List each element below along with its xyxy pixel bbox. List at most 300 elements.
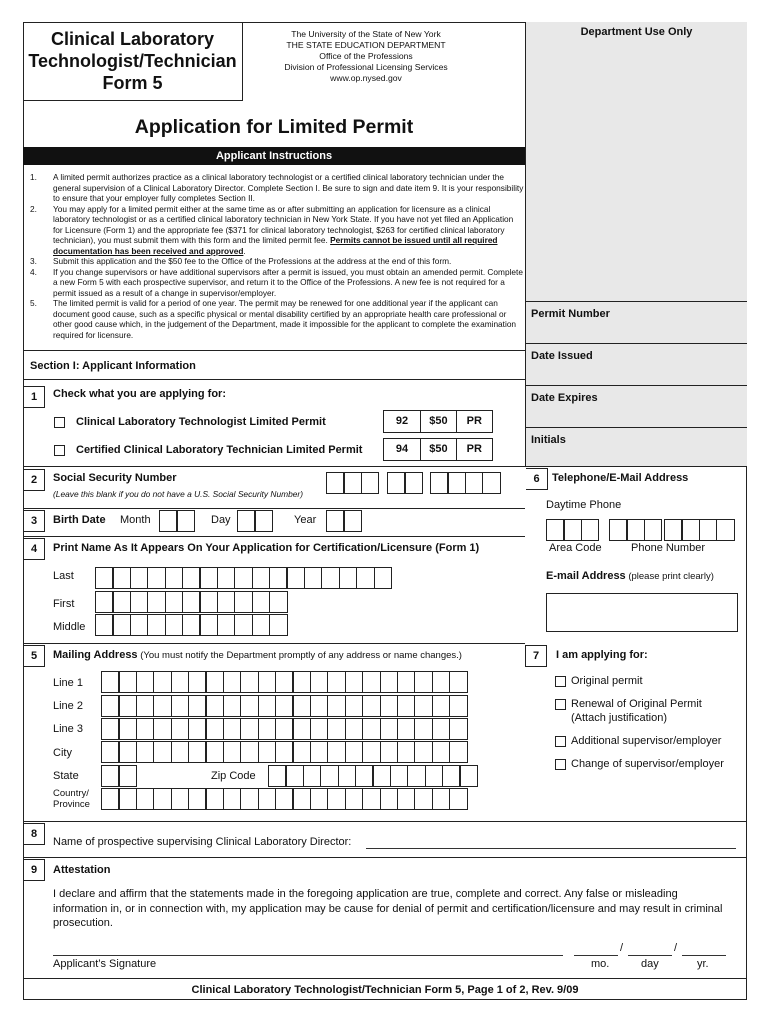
renewal-note: (Attach justification)	[571, 712, 667, 724]
character-box[interactable]	[326, 510, 345, 532]
character-box[interactable]	[362, 788, 381, 810]
character-box[interactable]	[310, 741, 329, 763]
zip-code-input[interactable]	[268, 765, 477, 787]
character-box[interactable]	[188, 741, 207, 763]
character-box[interactable]	[338, 765, 357, 787]
character-box[interactable]	[292, 671, 311, 693]
fee-code: 94	[383, 438, 421, 461]
character-box[interactable]	[425, 765, 444, 787]
question-number-1: 1	[23, 386, 45, 408]
character-box[interactable]	[153, 788, 172, 810]
character-box[interactable]	[414, 671, 433, 693]
instruction-text: A limited permit authorizes practice as a clinical laboratory technologist or a certified clinical laboratory technician under the general supervision of a Clinical Laboratory Director. Complete Section I. Be sure to sign and date item 9. It is your responsibility to ensure that your employer fully completes Section II.	[53, 172, 524, 203]
character-box[interactable]	[275, 788, 294, 810]
mailing-address-title: Mailing Address	[53, 649, 138, 661]
character-box[interactable]	[459, 765, 478, 787]
character-box[interactable]	[327, 718, 346, 740]
instruction-number: 2.	[30, 203, 37, 214]
character-box[interactable]	[258, 695, 277, 717]
character-box[interactable]	[205, 718, 224, 740]
character-box[interactable]	[432, 741, 451, 763]
question-number-5: 5	[23, 645, 45, 667]
character-box[interactable]	[327, 695, 346, 717]
character-box[interactable]	[339, 567, 358, 589]
character-box[interactable]	[482, 472, 501, 494]
last-name-input[interactable]	[95, 567, 391, 589]
character-box[interactable]	[372, 765, 391, 787]
character-box[interactable]	[112, 614, 131, 636]
character-box[interactable]	[112, 591, 131, 613]
character-box[interactable]	[321, 567, 340, 589]
country-label-line1: Country/	[53, 788, 89, 799]
fee-code: 92	[383, 410, 421, 433]
instruction-text: Submit this application and the $50 fee to the Office of the Professions at the address at the end of this form.	[53, 256, 452, 266]
character-box[interactable]	[361, 472, 380, 494]
character-box[interactable]	[147, 614, 166, 636]
character-box[interactable]	[432, 695, 451, 717]
character-box[interactable]	[182, 614, 201, 636]
character-box[interactable]	[171, 741, 190, 763]
email-input[interactable]	[546, 593, 738, 632]
character-box[interactable]	[292, 718, 311, 740]
phone-line-input[interactable]	[664, 519, 734, 541]
character-box[interactable]	[205, 695, 224, 717]
character-box[interactable]	[101, 671, 120, 693]
instructions-list	[26, 172, 524, 340]
character-box[interactable]	[345, 695, 364, 717]
character-box[interactable]	[240, 741, 259, 763]
divider	[23, 466, 747, 467]
character-box[interactable]	[269, 591, 288, 613]
character-box[interactable]	[432, 718, 451, 740]
character-box[interactable]	[118, 741, 137, 763]
character-box[interactable]	[447, 472, 466, 494]
character-box[interactable]	[205, 671, 224, 693]
applying-for-label: I am applying for:	[556, 649, 648, 661]
character-box[interactable]	[362, 671, 381, 693]
technician-checkbox[interactable]	[54, 445, 65, 456]
character-box[interactable]	[286, 567, 305, 589]
birth-month-input[interactable]	[159, 510, 194, 532]
character-box[interactable]	[380, 741, 399, 763]
instructions-header: Applicant Instructions	[23, 147, 525, 165]
character-box[interactable]	[397, 671, 416, 693]
character-box[interactable]	[310, 718, 329, 740]
character-box[interactable]	[327, 741, 346, 763]
character-box[interactable]	[188, 671, 207, 693]
change-supervisor-label: Change of supervisor/employer	[571, 758, 724, 770]
character-box[interactable]	[205, 741, 224, 763]
character-box[interactable]	[304, 567, 323, 589]
character-box[interactable]	[699, 519, 718, 541]
character-box[interactable]	[118, 788, 137, 810]
character-box[interactable]	[223, 718, 242, 740]
ssn-note: (Leave this blank if you do not have a U.S. Social Security Number)	[53, 489, 303, 499]
character-box[interactable]	[147, 567, 166, 589]
character-box[interactable]	[414, 695, 433, 717]
ssn-label: Social Security Number	[53, 472, 177, 484]
character-box[interactable]	[237, 510, 256, 532]
character-box[interactable]	[644, 519, 663, 541]
character-box[interactable]	[380, 695, 399, 717]
character-box[interactable]	[118, 765, 137, 787]
character-box[interactable]	[275, 718, 294, 740]
q1-label: Check what you are applying for:	[53, 388, 226, 400]
character-box[interactable]	[252, 614, 271, 636]
character-box[interactable]	[101, 741, 120, 763]
character-box[interactable]	[136, 741, 155, 763]
character-box[interactable]	[199, 567, 218, 589]
phone-number-label: Phone Number	[631, 542, 705, 554]
character-box[interactable]	[223, 695, 242, 717]
character-box[interactable]	[275, 671, 294, 693]
character-box[interactable]	[269, 567, 288, 589]
area-code-label: Area Code	[549, 542, 602, 554]
character-box[interactable]	[95, 614, 114, 636]
permit-number-label: Permit Number	[531, 308, 610, 320]
character-box[interactable]	[626, 519, 645, 541]
character-box[interactable]	[217, 591, 236, 613]
form-title-line3: Form 5	[102, 73, 163, 93]
birth-year-label: Year	[294, 514, 317, 526]
character-box[interactable]	[165, 567, 184, 589]
character-box[interactable]	[188, 788, 207, 810]
character-box[interactable]	[397, 788, 416, 810]
character-box[interactable]	[258, 718, 277, 740]
change-supervisor-checkbox[interactable]	[555, 759, 566, 770]
character-box[interactable]	[258, 671, 277, 693]
character-box[interactable]	[182, 591, 201, 613]
character-box[interactable]	[327, 671, 346, 693]
character-box[interactable]	[414, 788, 433, 810]
instruction-text: You may apply for a limited permit either at the same time as or after submitting an application for licensure as a clinical laboratory technologist or as a certified clinical laboratory technician in New York State. If you have not yet filed an Application for Licensure (Form 1) and the appropriate fee ($371 for clinical laboratory technologist, $263 for certified clinical laboratory technician), you must submit them with this form and the limited permit fee.	[53, 203, 514, 245]
character-box[interactable]	[345, 741, 364, 763]
character-box[interactable]	[546, 519, 565, 541]
agency-line: THE STATE EDUCATION DEPARTMENT	[286, 40, 446, 50]
character-box[interactable]	[234, 567, 253, 589]
instruction-number: 5.	[30, 298, 37, 308]
instruction-number: 3.	[30, 256, 37, 266]
character-box[interactable]	[188, 695, 207, 717]
character-box[interactable]	[240, 788, 259, 810]
character-box[interactable]	[254, 510, 273, 532]
additional-supervisor-checkbox[interactable]	[555, 736, 566, 747]
character-box[interactable]	[101, 788, 120, 810]
supervising-director-input[interactable]	[366, 848, 736, 849]
character-box[interactable]	[159, 510, 178, 532]
character-box[interactable]	[449, 788, 468, 810]
character-box[interactable]	[275, 695, 294, 717]
character-box[interactable]	[136, 718, 155, 740]
address-line3-label: Line 3	[53, 723, 83, 735]
instruction-text-tail: .	[243, 245, 246, 256]
divider	[23, 536, 525, 537]
character-box[interactable]	[223, 741, 242, 763]
zip-code-label: Zip Code	[211, 770, 256, 782]
middle-name-input[interactable]	[95, 614, 286, 636]
character-box[interactable]	[327, 788, 346, 810]
instruction-emphasis: Permits cannot be issued until all required documentation has been received and approved	[53, 235, 498, 256]
permit-number-field	[526, 301, 747, 343]
character-box[interactable]	[118, 718, 137, 740]
character-box[interactable]	[165, 591, 184, 613]
character-box[interactable]	[380, 671, 399, 693]
character-box[interactable]	[258, 741, 277, 763]
character-box[interactable]	[397, 695, 416, 717]
character-box[interactable]	[240, 671, 259, 693]
character-box[interactable]	[269, 614, 288, 636]
character-box[interactable]	[390, 765, 409, 787]
character-box[interactable]	[171, 718, 190, 740]
agency-website: www.op.nysed.gov	[330, 73, 402, 83]
address-line3-input[interactable]	[101, 718, 467, 740]
date-issued-field	[526, 343, 747, 385]
state-input[interactable]	[101, 765, 136, 787]
character-box[interactable]	[268, 765, 287, 787]
character-box[interactable]	[292, 695, 311, 717]
telephone-email-label: Telephone/E-Mail Address	[552, 472, 689, 484]
technologist-fee-boxes	[383, 410, 492, 433]
character-box[interactable]	[362, 741, 381, 763]
character-box[interactable]	[95, 591, 114, 613]
character-box[interactable]	[380, 788, 399, 810]
character-box[interactable]	[285, 765, 304, 787]
character-box[interactable]	[176, 510, 195, 532]
character-box[interactable]	[275, 741, 294, 763]
character-box[interactable]	[414, 718, 433, 740]
character-box[interactable]	[95, 567, 114, 589]
birth-year-input[interactable]	[326, 510, 361, 532]
date-expires-label: Date Expires	[531, 392, 598, 404]
character-box[interactable]	[147, 591, 166, 613]
character-box[interactable]	[252, 567, 271, 589]
character-box[interactable]	[223, 788, 242, 810]
instruction-text: If you change supervisors or have additional supervisors after a permit is issued, you must obtain an amended permit. Complete a new Form 5 with each prospective supervisor, and return it to the Office of the Professions. A new fee is not required for a permit issued as a result of a change in supervisor/employer.	[53, 266, 523, 298]
character-box[interactable]	[442, 765, 461, 787]
date-month-input[interactable]	[574, 955, 618, 956]
character-box[interactable]	[199, 591, 218, 613]
character-box[interactable]	[136, 788, 155, 810]
email-label	[546, 570, 714, 582]
character-box[interactable]	[414, 741, 433, 763]
date-expires-field	[526, 385, 747, 427]
additional-supervisor-label: Additional supervisor/employer	[571, 735, 722, 747]
character-box[interactable]	[609, 519, 628, 541]
character-box[interactable]	[234, 614, 253, 636]
character-box[interactable]	[362, 695, 381, 717]
character-box[interactable]	[343, 510, 362, 532]
character-box[interactable]	[112, 567, 131, 589]
character-box[interactable]	[240, 695, 259, 717]
date-separator: /	[620, 942, 624, 954]
attestation-text: I declare and affirm that the statements made in the foregoing application are true, complete and correct. Any false or misleading information in, or in connection with, my application may be cause for denial of permit and certification/licensure and may result in criminal prosecution.	[53, 888, 723, 929]
character-box[interactable]	[465, 472, 484, 494]
technician-option-label: Certified Clinical Laboratory Technician Limited Permit	[76, 444, 363, 456]
birth-day-input[interactable]	[237, 510, 272, 532]
character-box[interactable]	[223, 671, 242, 693]
page-footer: Clinical Laboratory Technologist/Technician Form 5, Page 1 of 2, Rev. 9/09	[23, 978, 747, 1000]
character-box[interactable]	[716, 519, 735, 541]
character-box[interactable]	[380, 718, 399, 740]
character-box[interactable]	[449, 695, 468, 717]
character-box[interactable]	[374, 567, 393, 589]
character-box[interactable]	[118, 671, 137, 693]
ssn-input-group2[interactable]	[387, 472, 422, 494]
character-box[interactable]	[171, 788, 190, 810]
character-box[interactable]	[343, 472, 362, 494]
character-box[interactable]	[397, 741, 416, 763]
question-number-6: 6	[526, 468, 548, 490]
character-box[interactable]	[404, 472, 423, 494]
character-box[interactable]	[118, 695, 137, 717]
country-label	[53, 788, 90, 810]
initials-field	[526, 427, 747, 467]
character-box[interactable]	[199, 614, 218, 636]
section1-title: Section I: Applicant Information	[30, 360, 196, 372]
character-box[interactable]	[355, 765, 374, 787]
character-box[interactable]	[320, 765, 339, 787]
divider	[23, 379, 525, 380]
middle-name-label: Middle	[53, 621, 86, 633]
date-day-label: day	[641, 958, 659, 970]
character-box[interactable]	[397, 718, 416, 740]
date-month-label: mo.	[591, 958, 610, 970]
date-day-input[interactable]	[628, 955, 672, 956]
signature-label: Applicant’s Signature	[53, 958, 157, 970]
character-box[interactable]	[171, 671, 190, 693]
agency-line: Division of Professional Licensing Services	[284, 62, 448, 72]
character-box[interactable]	[387, 472, 406, 494]
character-box[interactable]	[581, 519, 600, 541]
technologist-option-label: Clinical Laboratory Technologist Limited Permit	[76, 416, 326, 428]
print-name-label: Print Name As It Appears On Your Application for Certification/Licensure (Form 1)	[53, 542, 480, 554]
last-name-label: Last	[53, 570, 74, 582]
first-name-input[interactable]	[95, 591, 286, 613]
character-box[interactable]	[130, 567, 149, 589]
character-box[interactable]	[345, 671, 364, 693]
character-box[interactable]	[153, 718, 172, 740]
character-box[interactable]	[130, 591, 149, 613]
character-box[interactable]	[563, 519, 582, 541]
character-box[interactable]	[101, 718, 120, 740]
character-box[interactable]	[188, 718, 207, 740]
character-box[interactable]	[217, 614, 236, 636]
address-line1-label: Line 1	[53, 677, 83, 689]
character-box[interactable]	[136, 671, 155, 693]
birth-day-label: Day	[211, 514, 231, 526]
original-permit-checkbox[interactable]	[555, 676, 566, 687]
initials-label: Initials	[531, 434, 566, 446]
character-box[interactable]	[407, 765, 426, 787]
phone-prefix-input[interactable]	[609, 519, 661, 541]
character-box[interactable]	[430, 472, 449, 494]
agency-line: The University of the State of New York	[291, 29, 441, 39]
ssn-input-group1[interactable]	[326, 472, 378, 494]
character-box[interactable]	[432, 671, 451, 693]
fee-pr: PR	[456, 410, 493, 433]
address-line2-input[interactable]	[101, 695, 467, 717]
signature-input[interactable]	[53, 955, 563, 956]
question-number-8: 8	[23, 823, 45, 845]
city-input[interactable]	[101, 741, 467, 763]
character-box[interactable]	[449, 718, 468, 740]
character-box[interactable]	[681, 519, 700, 541]
character-box[interactable]	[182, 567, 201, 589]
birth-month-label: Month	[120, 514, 151, 526]
instruction-item	[26, 256, 524, 267]
character-box[interactable]	[153, 695, 172, 717]
divider	[23, 508, 525, 509]
character-box[interactable]	[171, 695, 190, 717]
character-box[interactable]	[165, 614, 184, 636]
character-box[interactable]	[310, 788, 329, 810]
instruction-text: The limited permit is valid for a period of one year. The permit may be renewed for one additional year if the applicant can document good cause, such as a specific physical or mental disability certified by an appropriate health care professional or other good cause which, in the judgement of the Department, made it impossible for the applicant to complete the examination required for licensure.	[53, 298, 517, 340]
character-box[interactable]	[252, 591, 271, 613]
email-note: (please print clearly)	[625, 571, 714, 582]
question-number-4: 4	[23, 538, 45, 560]
character-box[interactable]	[303, 765, 322, 787]
character-box[interactable]	[310, 695, 329, 717]
birth-date-label: Birth Date	[53, 514, 106, 526]
question-number-9: 9	[23, 859, 45, 881]
character-box[interactable]	[234, 591, 253, 613]
form-title-line2: Technologist/Technician	[28, 51, 237, 71]
character-box[interactable]	[449, 741, 468, 763]
renewal-label: Renewal of Original Permit	[571, 698, 702, 710]
character-box[interactable]	[205, 788, 224, 810]
address-line2-label: Line 2	[53, 700, 83, 712]
character-box[interactable]	[136, 695, 155, 717]
divider	[23, 857, 747, 858]
supervising-director-label: Name of prospective supervising Clinical Laboratory Director:	[53, 836, 352, 848]
country-label-line2: Province	[53, 799, 90, 810]
character-box[interactable]	[362, 718, 381, 740]
character-box[interactable]	[326, 472, 345, 494]
ssn-input-group3[interactable]	[430, 472, 500, 494]
fee-amount: $50	[420, 438, 457, 461]
character-box[interactable]	[345, 718, 364, 740]
mailing-address-note: (You must notify the Department promptly of any address or name changes.)	[137, 650, 462, 661]
date-year-input[interactable]	[682, 955, 726, 956]
character-box[interactable]	[258, 788, 277, 810]
character-box[interactable]	[432, 788, 451, 810]
character-box[interactable]	[217, 567, 236, 589]
divider	[23, 643, 525, 644]
renewal-checkbox[interactable]	[555, 699, 566, 710]
character-box[interactable]	[153, 741, 172, 763]
application-title: Application for Limited Permit	[134, 116, 414, 138]
address-line1-input[interactable]	[101, 671, 467, 693]
country-input[interactable]	[101, 788, 467, 810]
character-box[interactable]	[449, 671, 468, 693]
character-box[interactable]	[292, 788, 311, 810]
character-box[interactable]	[240, 718, 259, 740]
character-box[interactable]	[345, 788, 364, 810]
technologist-checkbox[interactable]	[54, 417, 65, 428]
department-use-title: Department Use Only	[580, 26, 693, 38]
character-box[interactable]	[101, 765, 120, 787]
question-number-3: 3	[23, 510, 45, 532]
character-box[interactable]	[153, 671, 172, 693]
character-box[interactable]	[310, 671, 329, 693]
character-box[interactable]	[101, 695, 120, 717]
character-box[interactable]	[292, 741, 311, 763]
character-box[interactable]	[664, 519, 683, 541]
character-box[interactable]	[356, 567, 375, 589]
character-box[interactable]	[130, 614, 149, 636]
area-code-input[interactable]	[546, 519, 598, 541]
first-name-label: First	[53, 598, 75, 610]
